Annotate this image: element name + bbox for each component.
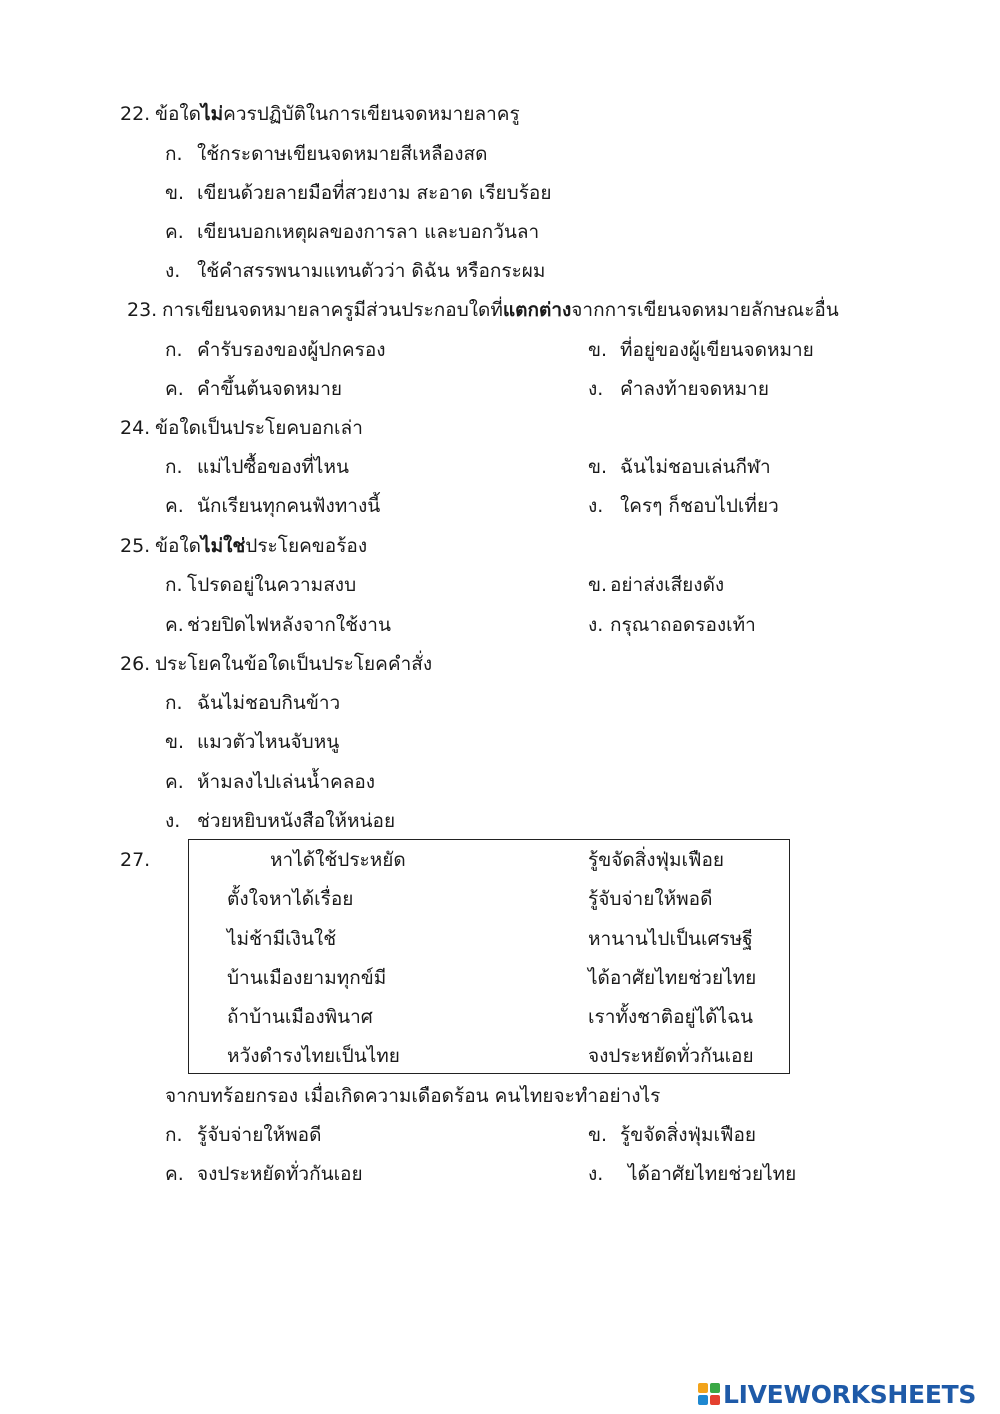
q24-option-label: ง.	[588, 495, 604, 517]
q23-option-label: ง.	[588, 378, 604, 400]
q27-option-text: ได้อาศัยไทยช่วยไทย	[628, 1163, 797, 1185]
q23-option-label: ข.	[588, 339, 608, 361]
poem-line-left: ถ้าบ้านเมืองพินาศ	[227, 1006, 373, 1028]
question-23-number: 23.	[127, 299, 158, 321]
poem-line-left: หาได้ใช้ประหยัด	[270, 849, 406, 871]
q24-option-text: ฉันไม่ชอบเล่นกีฬา	[620, 456, 771, 478]
poem-line-left: ไม่ช้ามีเงินใช้	[227, 928, 337, 950]
q22-option-text: เขียนบอกเหตุผลของการลา และบอกวันลา	[197, 221, 540, 243]
question-26-number: 26.	[120, 653, 151, 675]
poem-box	[188, 839, 790, 1074]
q27-option-label: ค.	[165, 1163, 184, 1185]
q23-option-text: คำรับรองของผู้ปกครอง	[197, 339, 386, 361]
question-27-number: 27.	[120, 849, 151, 871]
poem-line-right: รู้ขจัดสิ่งฟุ่มเฟือย	[588, 849, 725, 871]
q25-option-text: กรุณาถอดรองเท้า	[610, 614, 756, 636]
q26-option-label: ค.	[165, 771, 184, 793]
question-26-prompt: ประโยคในข้อใดเป็นประโยคคำสั่ง	[155, 653, 433, 675]
question-22-prompt: ข้อใดไม่ควรปฏิบัติในการเขียนจดหมายลาครู	[155, 103, 520, 125]
poem-line-left: ตั้งใจหาได้เรื่อย	[227, 888, 354, 910]
q23-option-label: ก.	[165, 339, 183, 361]
q27-option-label: ข.	[588, 1124, 608, 1146]
q26-option-label: ข.	[165, 731, 185, 753]
q22-option-label: ข.	[165, 182, 185, 204]
poem-line-left: บ้านเมืองยามทุกข์มี	[227, 967, 387, 989]
q27-option-text: รู้จับจ่ายให้พอดี	[197, 1124, 322, 1146]
question-25-number: 25.	[120, 535, 151, 557]
brand-name: LIVEWORKSHEETS	[723, 1379, 977, 1409]
q22-option-text: ใช้คำสรรพนามแทนตัวว่า ดิฉัน หรือกระผม	[197, 260, 546, 282]
q27-option-label: ง.	[588, 1163, 604, 1185]
q26-option-text: ห้ามลงไปเล่นน้ำคลอง	[197, 771, 376, 793]
question-23-prompt: การเขียนจดหมายลาครูมีส่วนประกอบใดที่แตกต่างจากการเขียนจดหมายลักษณะอื่น	[162, 299, 839, 321]
q27-option-text: จงประหยัดทั่วกันเอย	[197, 1163, 363, 1185]
liveworksheets-logo-icon	[697, 1382, 721, 1406]
q24-option-label: ค.	[165, 495, 184, 517]
q22-option-label: ง.	[165, 260, 181, 282]
q25-option-label: ค.	[165, 614, 184, 636]
q23-option-text: คำขึ้นต้นจดหมาย	[197, 378, 343, 400]
poem-line-right: จงประหยัดทั่วกันเอย	[588, 1045, 754, 1067]
poem-line-left: หวังดำรงไทยเป็นไทย	[227, 1045, 400, 1067]
q25-option-label: ก.	[165, 574, 183, 596]
poem-line-right: ได้อาศัยไทยช่วยไทย	[588, 967, 757, 989]
q26-option-text: ฉันไม่ชอบกินข้าว	[197, 692, 341, 714]
footer-brand[interactable]	[697, 1374, 976, 1414]
question-24-prompt: ข้อใดเป็นประโยคบอกเล่า	[155, 417, 363, 439]
q23-option-text: คำลงท้ายจดหมาย	[620, 378, 769, 400]
q27-option-label: ก.	[165, 1124, 183, 1146]
q26-option-text: แมวตัวไหนจับหนู	[197, 731, 340, 753]
q22-option-label: ค.	[165, 221, 184, 243]
q25-option-label: ข.	[588, 574, 608, 596]
poem-line-right: เราทั้งชาติอยู่ได้ไฉน	[588, 1006, 753, 1028]
q24-option-label: ก.	[165, 456, 183, 478]
q26-option-label: ง.	[165, 810, 181, 832]
q25-option-label: ง.	[588, 614, 604, 636]
question-27-prompt: จากบทร้อยกรอง เมื่อเกิดความเดือดร้อน คนไทยจะทำอย่างไร	[165, 1085, 661, 1107]
q24-option-text: แม่ไปซื้อของที่ไหน	[197, 456, 349, 478]
poem-line-right: หานานไปเป็นเศรษฐี	[588, 928, 753, 950]
q25-option-text: ช่วยปิดไฟหลังจากใช้งาน	[187, 614, 391, 636]
q23-option-text: ที่อยู่ของผู้เขียนจดหมาย	[620, 339, 814, 361]
q23-option-label: ค.	[165, 378, 184, 400]
question-24-number: 24.	[120, 417, 151, 439]
q24-option-label: ข.	[588, 456, 608, 478]
q25-option-text: อย่าส่งเสียงดัง	[610, 574, 725, 596]
q22-option-label: ก.	[165, 143, 183, 165]
q26-option-text: ช่วยหยิบหนังสือให้หน่อย	[197, 810, 396, 832]
q22-option-text: เขียนด้วยลายมือที่สวยงาม สะอาด เรียบร้อย	[197, 182, 552, 204]
question-22-number: 22.	[120, 103, 151, 125]
poem-line-right: รู้จับจ่ายให้พอดี	[588, 888, 713, 910]
q24-option-text: นักเรียนทุกคนฟังทางนี้	[197, 495, 381, 517]
q26-option-label: ก.	[165, 692, 183, 714]
q22-option-text: ใช้กระดาษเขียนจดหมายสีเหลืองสด	[197, 143, 488, 165]
question-25-prompt: ข้อใดไม่ใช่ประโยคขอร้อง	[155, 535, 368, 557]
q25-option-text: โปรดอยู่ในความสงบ	[187, 574, 357, 596]
q24-option-text: ใครๆ ก็ชอบไปเที่ยว	[620, 495, 779, 517]
q27-option-text: รู้ขจัดสิ่งฟุ่มเฟือย	[620, 1124, 757, 1146]
